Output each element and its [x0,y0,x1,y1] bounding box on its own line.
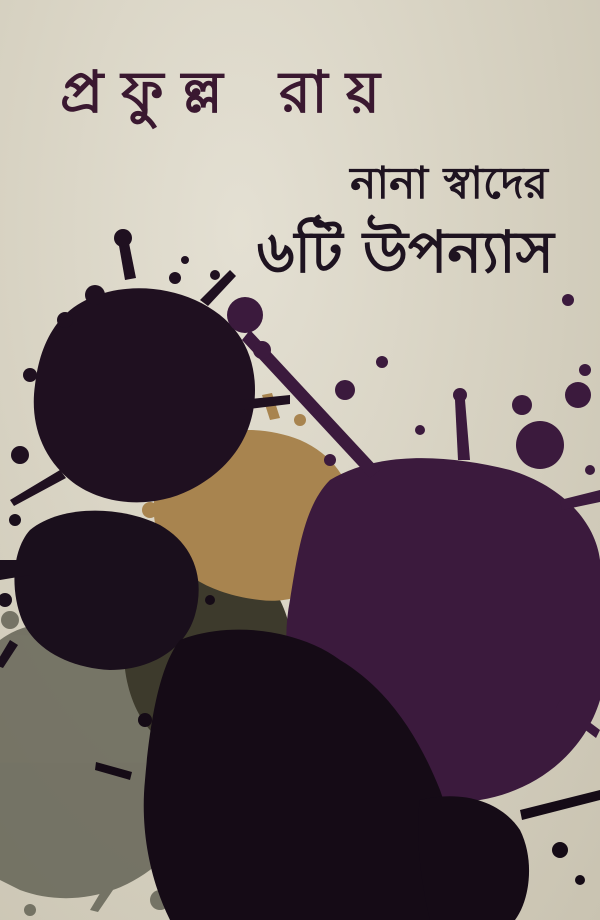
book-title: ৬টি উপন্যাস [256,218,554,286]
book-subtitle: নানা স্বাদের [350,158,548,209]
author-name: প্রফুল্ল রায় [60,58,399,126]
